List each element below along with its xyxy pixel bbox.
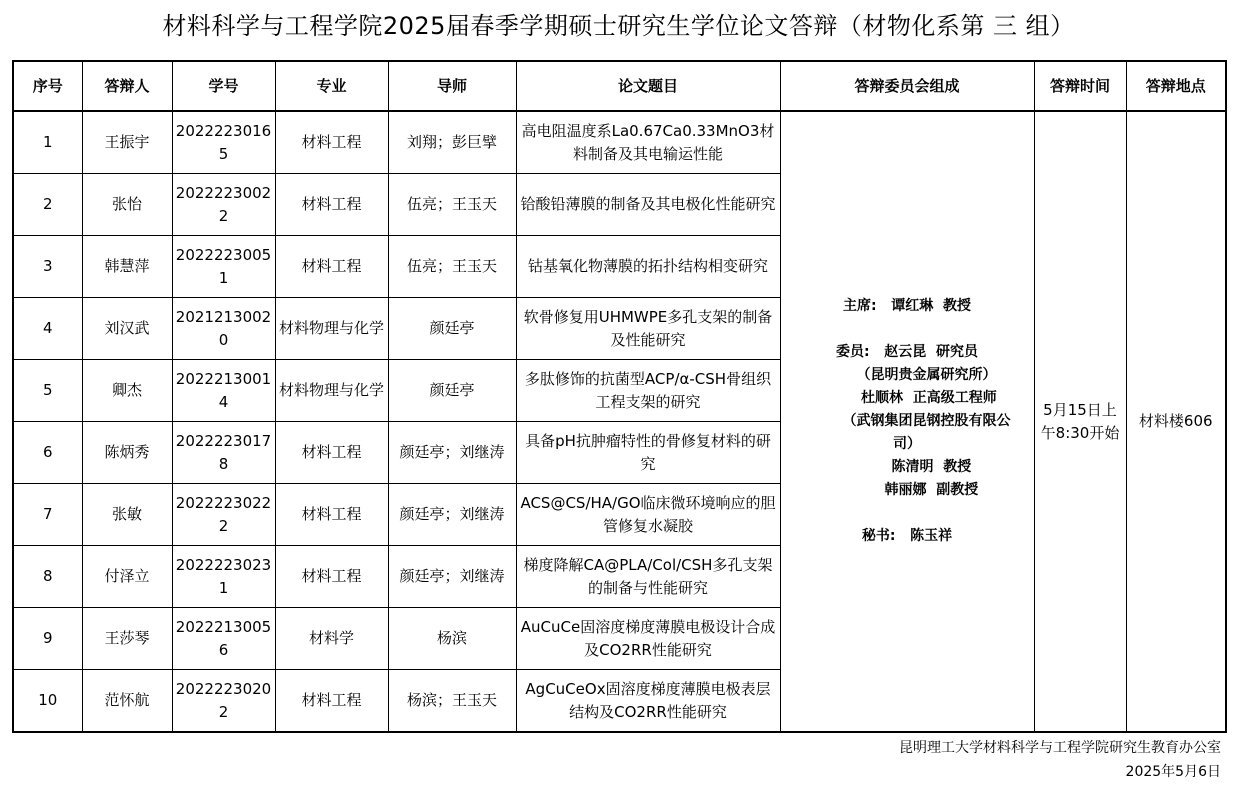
cell-major: 材料工程 (275, 546, 388, 608)
cell-id: 20212130020 (172, 298, 275, 360)
cell-major: 材料工程 (275, 670, 388, 733)
cell-advisor: 杨滨；王玉天 (388, 670, 516, 733)
committee-secretary: 秘书: 陈玉祥 (861, 528, 953, 544)
committee-cell (780, 111, 1034, 732)
defense-location: 材料楼606 (1126, 111, 1226, 732)
committee-member-3: 陈清明 教授 (842, 459, 972, 475)
cell-id: 20222230178 (172, 422, 275, 484)
cell-thesis: 钴基氧化物薄膜的拓扑结构相变研究 (516, 236, 780, 298)
cell-id: 20222230051 (172, 236, 275, 298)
committee-member-1: 委员: 赵云昆 研究员 (836, 344, 978, 360)
cell-id: 20222130056 (172, 608, 275, 670)
cell-no: 10 (13, 670, 82, 733)
committee-member-1-org: （昆明贵金属研究所） (817, 367, 997, 383)
cell-no: 7 (13, 484, 82, 546)
cell-thesis: AuCuCe固溶度梯度薄膜电极设计合成及CO2RR性能研究 (516, 608, 780, 670)
cell-name: 王莎琴 (82, 608, 172, 670)
committee-member-4: 韩丽娜 副教授 (835, 482, 979, 498)
committee-member-2-org: （武钢集团昆钢控股有限公 (803, 413, 1011, 429)
cell-advisor: 颜廷亭 (388, 360, 516, 422)
cell-name: 付泽立 (82, 546, 172, 608)
cell-id: 20222230165 (172, 111, 275, 174)
cell-name: 卿杰 (82, 360, 172, 422)
header-id: 学号 (172, 61, 275, 111)
cell-thesis: 梯度降解CA@PLA/Col/CSH多孔支架的制备与性能研究 (516, 546, 780, 608)
cell-major: 材料工程 (275, 422, 388, 484)
header-advisor: 导师 (388, 61, 516, 111)
cell-advisor: 杨滨 (388, 608, 516, 670)
cell-name: 陈炳秀 (82, 422, 172, 484)
cell-advisor: 颜廷亭；刘继涛 (388, 484, 516, 546)
cell-advisor: 颜廷亭 (388, 298, 516, 360)
cell-major: 材料工程 (275, 111, 388, 174)
cell-thesis: 铪酸铅薄膜的制备及其电极化性能研究 (516, 174, 780, 236)
cell-no: 6 (13, 422, 82, 484)
cell-name: 张怡 (82, 174, 172, 236)
header-thesis: 论文题目 (516, 61, 780, 111)
cell-id: 20222230231 (172, 546, 275, 608)
table-header-row (13, 61, 1226, 111)
cell-name: 王振宇 (82, 111, 172, 174)
defense-schedule-table (12, 60, 1227, 733)
header-location: 答辩地点 (1126, 61, 1226, 111)
committee-member-2: 杜顺林 正高级工程师 (817, 390, 997, 406)
cell-no: 8 (13, 546, 82, 608)
cell-name: 韩慧萍 (82, 236, 172, 298)
cell-advisor: 颜廷亭；刘继涛 (388, 422, 516, 484)
cell-advisor: 伍亮；王玉天 (388, 174, 516, 236)
cell-thesis: ACS@CS/HA/GO临床微环境响应的胆管修复水凝胶 (516, 484, 780, 546)
cell-id: 20222230222 (172, 484, 275, 546)
defense-time: 5月15日上午8:30开始 (1034, 111, 1126, 732)
footer-date: 2025年5月6日 (1125, 764, 1221, 780)
committee-member-2-org-cont: 司） (893, 436, 921, 452)
cell-major: 材料工程 (275, 484, 388, 546)
cell-name: 刘汉武 (82, 298, 172, 360)
header-name: 答辩人 (82, 61, 172, 111)
cell-no: 5 (13, 360, 82, 422)
cell-advisor: 刘翔；彭巨擘 (388, 111, 516, 174)
cell-no: 1 (13, 111, 82, 174)
cell-id: 20222230022 (172, 174, 275, 236)
cell-id: 20222230202 (172, 670, 275, 733)
header-committee: 答辩委员会组成 (780, 61, 1034, 111)
header-no: 序号 (13, 61, 82, 111)
cell-advisor: 伍亮；王玉天 (388, 236, 516, 298)
footer-org: 昆明理工大学材料科学与工程学院研究生教育办公室 (899, 740, 1221, 756)
cell-major: 材料工程 (275, 174, 388, 236)
cell-major: 材料物理与化学 (275, 298, 388, 360)
cell-thesis: 多肽修饰的抗菌型ACP/α-CSH骨组织工程支架的研究 (516, 360, 780, 422)
header-major: 专业 (275, 61, 388, 111)
header-time: 答辩时间 (1034, 61, 1126, 111)
cell-name: 范怀航 (82, 670, 172, 733)
cell-no: 9 (13, 608, 82, 670)
cell-thesis: 软骨修复用UHMWPE多孔支架的制备及性能研究 (516, 298, 780, 360)
table-row (13, 111, 1226, 174)
cell-advisor: 颜廷亭；刘继涛 (388, 546, 516, 608)
cell-major: 材料工程 (275, 236, 388, 298)
cell-id: 20222130014 (172, 360, 275, 422)
cell-name: 张敏 (82, 484, 172, 546)
cell-major: 材料物理与化学 (275, 360, 388, 422)
cell-no: 4 (13, 298, 82, 360)
page-title: 材料科学与工程学院2025届春季学期硕士研究生学位论文答辩（材物化系第 三 组） (162, 12, 1075, 40)
cell-no: 2 (13, 174, 82, 236)
cell-major: 材料学 (275, 608, 388, 670)
committee-chair: 主席: 谭红琳 教授 (843, 298, 971, 314)
cell-thesis: 具备pH抗肿瘤特性的骨修复材料的研究 (516, 422, 780, 484)
cell-no: 3 (13, 236, 82, 298)
cell-thesis: 高电阻温度系La0.67Ca0.33MnO3材料制备及其电输运性能 (516, 111, 780, 174)
cell-thesis: AgCuCeOx固溶度梯度薄膜电极表层结构及CO2RR性能研究 (516, 670, 780, 733)
